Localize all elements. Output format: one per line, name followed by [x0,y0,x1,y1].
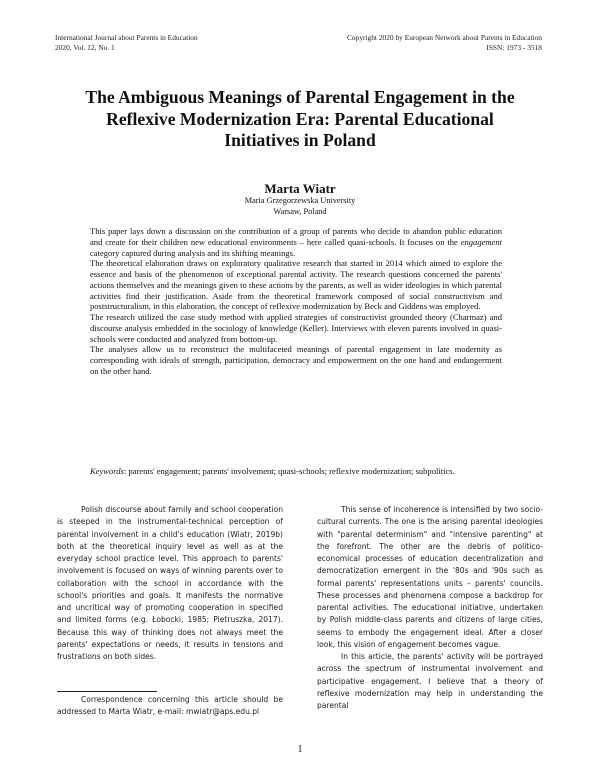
running-header-left [55,33,198,53]
author-name: Marta Wiatr [264,181,336,196]
author-affiliation: Maria Grzegorzewska University [244,196,356,205]
running-header-right [347,33,542,53]
author-location: Warsaw, Poland [273,207,327,216]
journal-name: International Journal about Parents in Education [55,33,198,42]
body-paragraph: Polish discourse about family and school cooperation is steeped in the instrumental-technical perception of parental involvement in a child's education (Wiatr, 2019b) both at the theoretical inquiry level as well as at the everyday school practice level. This approach to parents' involvement is focused on ways of winning parents over to collaboration with the school in accordance with the school's priorities and goals. It manifests the normative and uncritical way of promoting cooperation in specified and limited forms (e.g. Łobocki, 1985; Pietruszka, 2017). Because this way of thinking does not always meet the parents' expectations or needs, it results in tensions and frustrations on both sides. [57,505,283,661]
footnote-divider [57,691,157,692]
body-paragraph: This sense of incoherence is intensified by two socio-cultural currents. The one is the arising parental ideologies with "parental determinism" and "intensive parenting" at the forefront. The other are the debris of politico-economical processes of education decentralization and democratization emergent in the '80s and '90s such as formal parents' representations units – parents' councils. These processes and phenomena compose a backdrop for parental activities. The educational initiative, undertaken by Polish middle-class parents and citizens of large cities, seems to embody the engagement ideal. After a closer look, this vision of engagement becomes vague. [317,505,543,649]
keywords [90,466,502,477]
copyright-notice: Copyright 2020 by European Network about Parents in Education [347,33,542,42]
abstract-paragraph: The theoretical elaboration draws on exploratory qualitative research that started in 2014 which aimed to explore the essence and basis of the phenomenon of exceptional parental activity. The research questions concerned the parents' actions themselves and the meanings given to these actions by the parents, as well as wider ideologies in which parental activities find their justification. Aside from the theoretical framework composed of social constructivism and poststructuralism, in this elaboration, the concept of reflexive modernization by Beck and Giddens was employed. [90,258,502,312]
body-column-left [57,504,283,663]
body-paragraph: In this article, the parents' activity will be portrayed across the spectrum of instrumental involvement and participative engagement. I believe that a theory of reflexive modernization may help in understanding the parental [317,652,543,710]
body-column-right [317,504,543,712]
page-number: 1 [297,744,303,755]
abstract-paragraph: The research utilized the case study method with applied strategies of constructivist grounded theory (Charmaz) and discourse analysis embedded in the sociology of knowledge (Keller). Interviews with eleven parents involved in quasi-schools were conducted and analyzed from bottom-up. [90,312,502,344]
keywords-label: Keywords [90,466,124,476]
issn: ISSN: 1973 - 3518 [486,43,542,52]
correspondence-footnote: Correspondence concerning this article should be addressed to Marta Wiatr, e-mail: mwiatr@aps.edu.pl [57,695,283,717]
abstract [90,226,502,377]
paper-title: The Ambiguous Meanings of Parental Engagement in the Reflexive Modernization Era: Parental Educational Initiatives in Poland [85,87,515,150]
abstract-paragraph: The analyses allow us to reconstruct the multifaceted meanings of parental engagement in late modernity as corresponding with ideals of strength, participation, democracy and empowerment on the one hand and endangerment on the other hand. [90,344,502,376]
keywords-list: : parents' engagement; parents' involvement; quasi-schools; reflexive modernization; subpolitics. [123,466,455,476]
journal-volume: 2020, Vol. 12, No. 1 [55,43,115,52]
emphasis-engagement: engagement [460,236,502,247]
abstract-paragraph: This paper lays down a discussion on the contribution of a group of parents who decide to abandon public education and create for their children new educational environments – here called quasi-schools. It focuses on the engagement category captured during analysis and its shifting meanings. [90,226,502,258]
